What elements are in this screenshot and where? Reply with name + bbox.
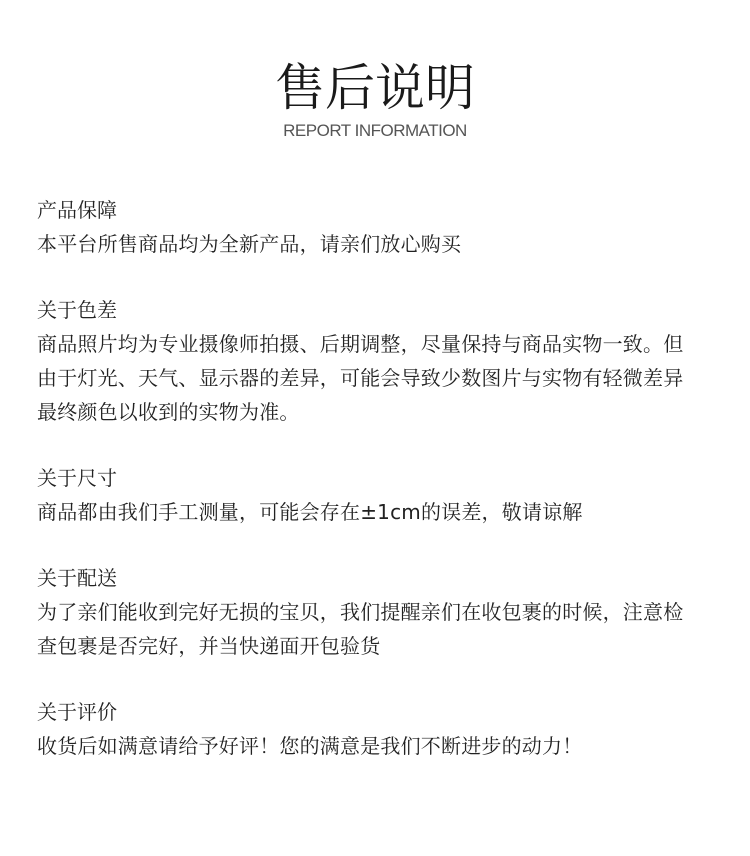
- section-heading: 关于评价: [37, 700, 117, 724]
- section-body: [37, 729, 717, 763]
- section-delivery: [37, 561, 717, 663]
- section-heading: 关于色差: [37, 298, 117, 322]
- page-subtitle: REPORT INFORMATION: [283, 121, 467, 140]
- page-header: [0, 58, 750, 142]
- section-line: 由于灯光、天气、显示器的差异，可能会导致少数图片与实物有轻微差异: [37, 366, 684, 390]
- section-color-difference: [37, 293, 717, 429]
- section-line: 为了亲们能收到完好无损的宝贝，我们提醒亲们在收包裹的时候，注意检: [37, 600, 684, 624]
- section-body: [37, 495, 717, 529]
- section-heading: 关于尺寸: [37, 466, 117, 490]
- section-body: [37, 595, 717, 663]
- section-size: [37, 461, 717, 529]
- section-body: [37, 327, 717, 429]
- section-line: 查包裹是否完好，并当快递面开包验货: [37, 634, 381, 658]
- section-line: 最终颜色以收到的实物为准。: [37, 400, 300, 424]
- info-sections: [37, 193, 717, 795]
- section-line: 商品都由我们手工测量，可能会存在±1cm的误差，敬请谅解: [37, 500, 583, 524]
- section-body: [37, 227, 717, 261]
- section-line: 商品照片均为专业摄像师拍摄、后期调整，尽量保持与商品实物一致。但: [37, 332, 684, 356]
- section-product-guarantee: [37, 193, 717, 261]
- section-heading: 关于配送: [37, 566, 117, 590]
- section-heading: 产品保障: [37, 198, 117, 222]
- page-title: 售后说明: [275, 59, 475, 117]
- section-review: [37, 695, 717, 763]
- section-line: 本平台所售商品均为全新产品，请亲们放心购买: [37, 232, 462, 256]
- section-line: 收货后如满意请给予好评！您的满意是我们不断进步的动力！: [37, 734, 583, 758]
